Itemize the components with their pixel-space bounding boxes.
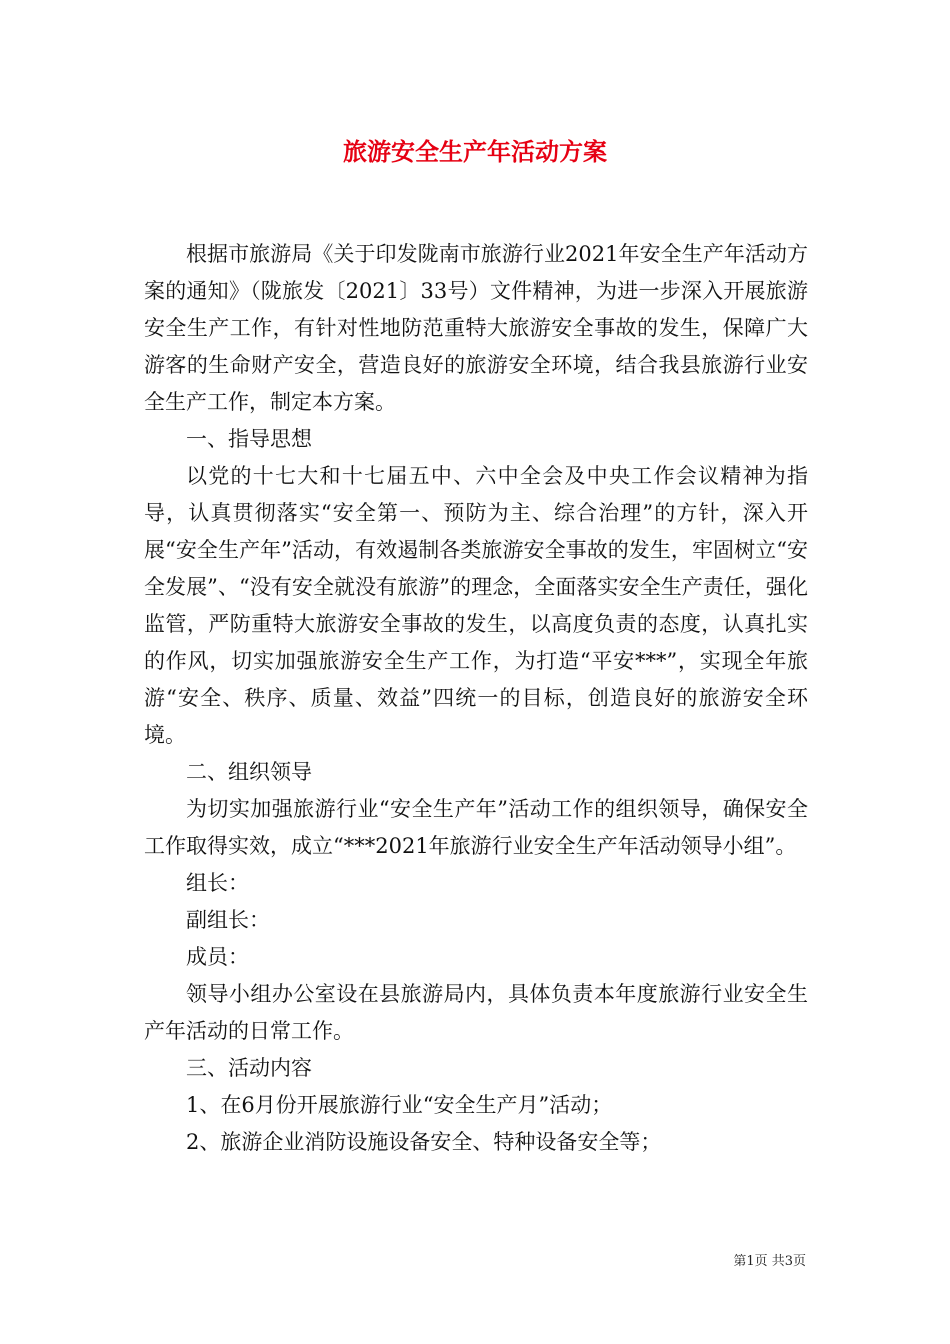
section-heading-organization: 二、组织领导 bbox=[186, 760, 312, 784]
office-paragraph: 领导小组办公室设在县旅游局内，具体负责本年度旅游行业安全生产年活动的日常工作。 bbox=[144, 982, 808, 1043]
document-body bbox=[144, 236, 808, 1161]
organization-paragraph: 为切实加强旅游行业“安全生产年”活动工作的组织领导，确保安全工作取得实效，成立“***2021年旅游行业安全生产年活动领导小组”。 bbox=[144, 797, 808, 858]
section-heading-activities: 三、活动内容 bbox=[186, 1056, 312, 1080]
activity-item-1: 1、在6月份开展旅游行业“安全生产月”活动； bbox=[186, 1093, 613, 1117]
deputy-leader-line: 副组长： bbox=[186, 908, 270, 932]
intro-paragraph: 根据市旅游局《关于印发陇南市旅游行业2021年安全生产年活动方案的通知》（陇旅发〔2021〕33号）文件精神，为进一步深入开展旅游安全生产工作，有针对性地防范重特大旅游安全事故的发生，保障广大游客的生命财产安全，营造良好的旅游安全环境，结合我县旅游行业安全生产工作，制定本方案。 bbox=[144, 242, 808, 414]
team-leader-line: 组长： bbox=[186, 871, 249, 895]
guiding-ideology-paragraph: 以党的十七大和十七届五中、六中全会及中央工作会议精神为指导，认真贯彻落实“安全第一、预防为主、综合治理”的方针，深入开展“安全生产年”活动，有效遏制各类旅游安全事故的发生，牢固树立“安全发展”、“没有安全就没有旅游”的理念，全面落实安全生产责任，强化监管，严防重特大旅游安全事故的发生，以高度负责的态度，认真扎实的作风，切实加强旅游安全生产工作，为打造“平安***”，实现全年旅游“安全、秩序、质量、效益”四统一的目标，创造良好的旅游安全环境。 bbox=[144, 464, 808, 747]
section-heading-guiding-ideology: 一、指导思想 bbox=[186, 427, 312, 451]
activity-item-2: 2、旅游企业消防设施设备安全、特种设备安全等； bbox=[186, 1130, 662, 1154]
page-title: 旅游安全生产年活动方案 bbox=[343, 137, 607, 166]
members-line: 成员： bbox=[186, 945, 249, 969]
page-footer: 第1页 共3页 bbox=[733, 1254, 806, 1269]
